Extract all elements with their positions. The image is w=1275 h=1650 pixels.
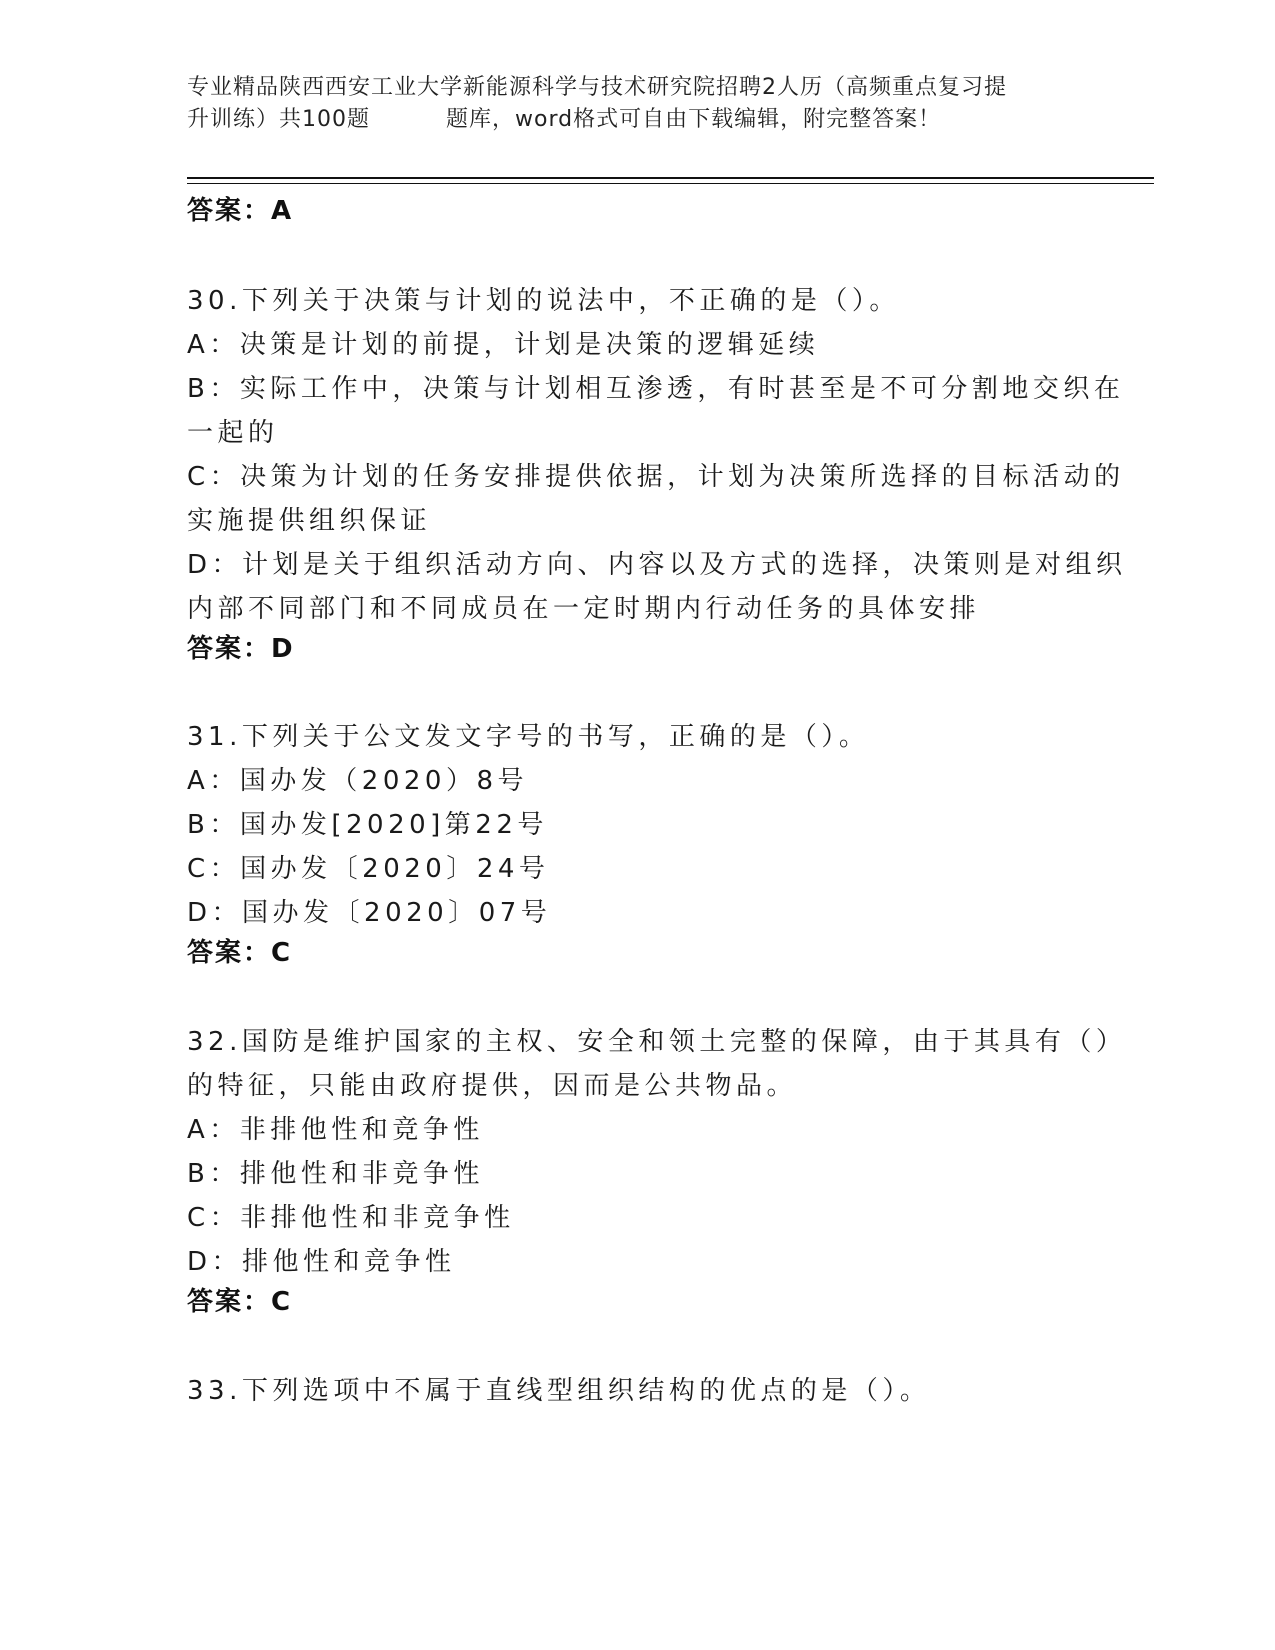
header-rule-thick: [187, 177, 1154, 179]
q32-option-b: B：排他性和非竞争性: [187, 1159, 484, 1189]
q32-stem-line1: 32.国防是维护国家的主权、安全和领土完整的保障，由于其具有（）: [187, 1027, 1127, 1057]
q32-stem-line2: 的特征，只能由政府提供，因而是公共物品。: [187, 1071, 798, 1101]
q30-option-c-line2: 实施提供组织保证: [187, 506, 432, 536]
q33-stem: 33.下列选项中不属于直线型组织结构的优点的是（）。: [187, 1376, 931, 1406]
q31-answer: 答案：C: [187, 938, 293, 968]
q30-option-d-line1: D：计划是关于组织活动方向、内容以及方式的选择，决策则是对组织: [187, 550, 1127, 580]
q30-option-b-line2: 一起的: [187, 418, 279, 448]
q32-option-d: D：排他性和竞争性: [187, 1247, 456, 1277]
q31-option-d: D：国办发〔2020〕07号: [187, 898, 552, 928]
header-title-line2-right: 题库，word格式可自由下载编辑，附完整答案！: [446, 107, 942, 132]
page-header: [187, 72, 1087, 136]
q31-option-b: B：国办发[2020]第22号: [187, 810, 548, 840]
q30-option-b-line1: B：实际工作中，决策与计划相互渗透，有时甚至是不可分割地交织在: [187, 374, 1125, 404]
header-title-line2-left: 升训练）共100题: [187, 107, 370, 132]
q32-option-c: C：非排他性和非竞争性: [187, 1203, 515, 1233]
header-rule-thin: [187, 183, 1154, 184]
q30-answer: 答案：D: [187, 634, 295, 664]
q31-option-c: C：国办发〔2020〕24号: [187, 854, 550, 884]
q30-option-d-line2: 内部不同部门和不同成员在一定时期内行动任务的具体安排: [187, 594, 981, 624]
q30-option-a: A：决策是计划的前提，计划是决策的逻辑延续: [187, 330, 820, 360]
previous-answer: 答案：A: [187, 196, 294, 226]
q30-stem: 30.下列关于决策与计划的说法中，不正确的是（）。: [187, 286, 900, 316]
header-title-line1: 专业精品陕西西安工业大学新能源科学与技术研究院招聘2人历（高频重点复习提: [187, 75, 1007, 100]
q30-option-c-line1: C：决策为计划的任务安排提供依据，计划为决策所选择的目标活动的: [187, 462, 1125, 492]
q31-stem: 31.下列关于公文发文字号的书写，正确的是（）。: [187, 722, 870, 752]
q31-option-a: A：国办发（2020）8号: [187, 766, 528, 796]
q32-option-a: A：非排他性和竞争性: [187, 1115, 484, 1145]
q32-answer: 答案：C: [187, 1287, 293, 1317]
header-title-line2: [187, 104, 1087, 136]
